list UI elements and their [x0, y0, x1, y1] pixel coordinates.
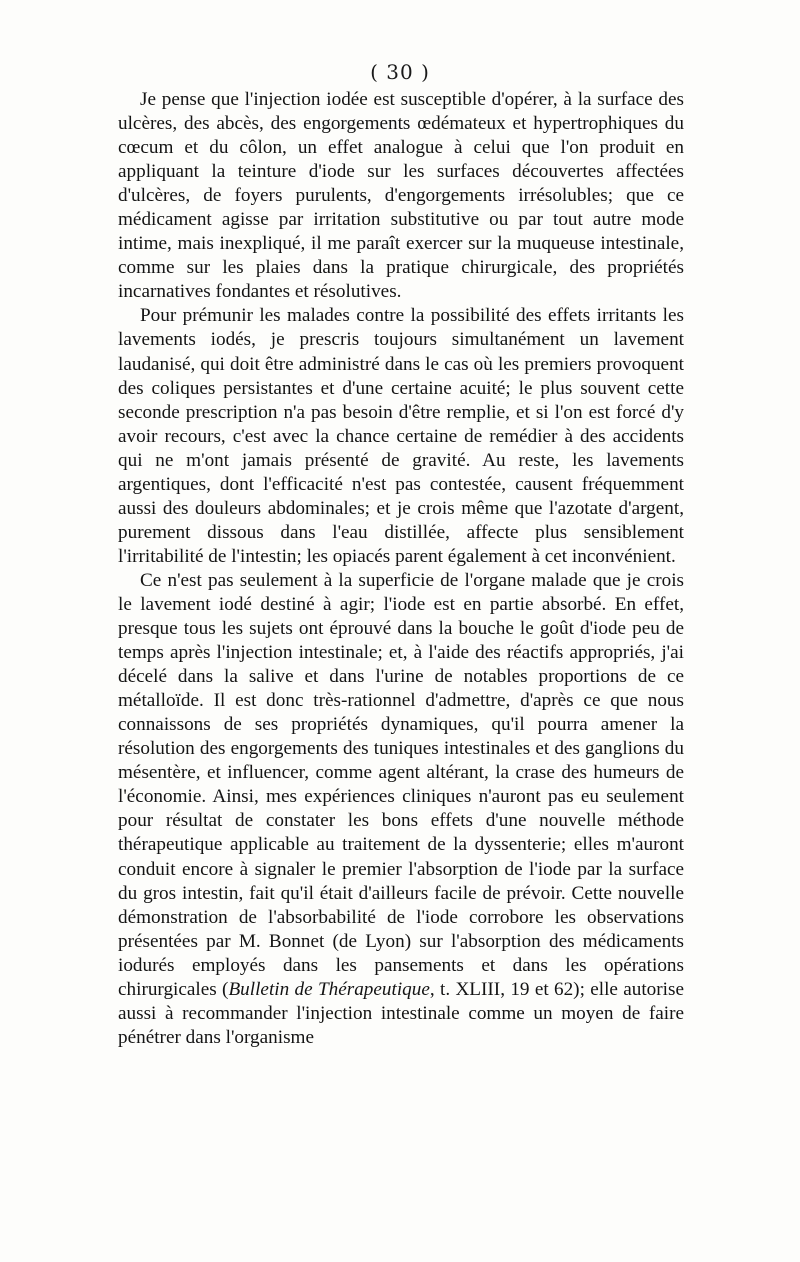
paragraph-1: Je pense que l'injection iodée est susceptible d'opérer, à la surface des ulcères, des abcès, des engorgements œdémateux et hypertrophiques du cœcum et du côlon, un effet analogue à celui que l'on produit en appliquant la teinture d'iode sur les surfaces découvertes affectées d'ulcères, de foyers purulents, d'engorgements irrésolubles; que ce médicament agisse par irritation substitutive ou par tout autre mode intime, mais inexpliqué, il me paraît exercer sur la muqueuse intestinale, comme sur les plaies dans la pratique chirurgicale, des propriétés incarnatives fondantes et résolutives.: [118, 89, 684, 303]
body-text: [118, 88, 684, 1050]
journal-title: Bulletin de Thérapeutique: [228, 978, 430, 1000]
paragraph-2: Pour prémunir les malades contre la possibilité des effets irritants les lavements iodés, je prescris toujours simultanément un lavement laudanisé, qui doit être administré dans le cas où les premiers provoquent des coliques persistantes et d'une certaine acuité; le plus souvent cette seconde prescription n'a pas besoin d'être remplie, et si l'on est forcé d'y avoir recours, c'est avec la chance certaine de remédier à des accidents qui ne m'ont jamais présenté de gravité. Au reste, les lavements argentiques, dont l'efficacité n'est pas contestée, causent fréquemment aussi des douleurs abdominales; et je crois même que l'azotate d'argent, purement dissous dans l'eau distillée, affecte plus sensiblement l'irritabilité de l'intestin; les opiacés parent également à cet inconvénient.: [118, 305, 684, 567]
paragraph-3-text-a: Ce n'est pas seulement à la superficie de l'organe malade que je crois le lavement iodé destiné à agir; l'iode est en partie absorbé. En effet, presque tous les sujets ont éprouvé dans la bouche le goût d'iode peu de temps après l'injection intestinale; et, à l'aide des réactifs appropriés, j'ai décelé dans la salive et dans l'urine de notables proportions de ce métalloïde. Il est donc très-rationnel d'admettre, d'après ce que nous connaissons de ses propriétés dynamiques, qu'il pourra amener la résolution des engorgements des tuniques intestinales et des ganglions du mésentère, et influencer, comme agent altérant, la crase des humeurs de l'économie. Ainsi, mes expériences cliniques n'auront pas eu seulement pour résultat de constater les bons effets d'une nouvelle méthode thérapeutique applicable au traitement de la dyssenterie; elles m'auront conduit encore à signaler le premier l'absorption de l'iode par la surface du gros intestin, fait qu'il était d'ailleurs facile de prévoir. Cette nouvelle démonstration de l'absorbabilité de l'iode corrobore les observations présentées par M. Bonnet (de Lyon) sur l'absorption des médicaments iodurés employés dans les pansements et dans les opérations chirurgicales (: [118, 569, 684, 1000]
paragraph-3: [118, 569, 684, 1050]
page-number: ( 30 ): [370, 60, 430, 84]
paragraph-3-text-b: , t. XLIII, 19 et 62); elle autorise aussi à recommander l'injection intestinale comme un moyen de faire pénétrer dans l'organisme: [118, 978, 684, 1048]
